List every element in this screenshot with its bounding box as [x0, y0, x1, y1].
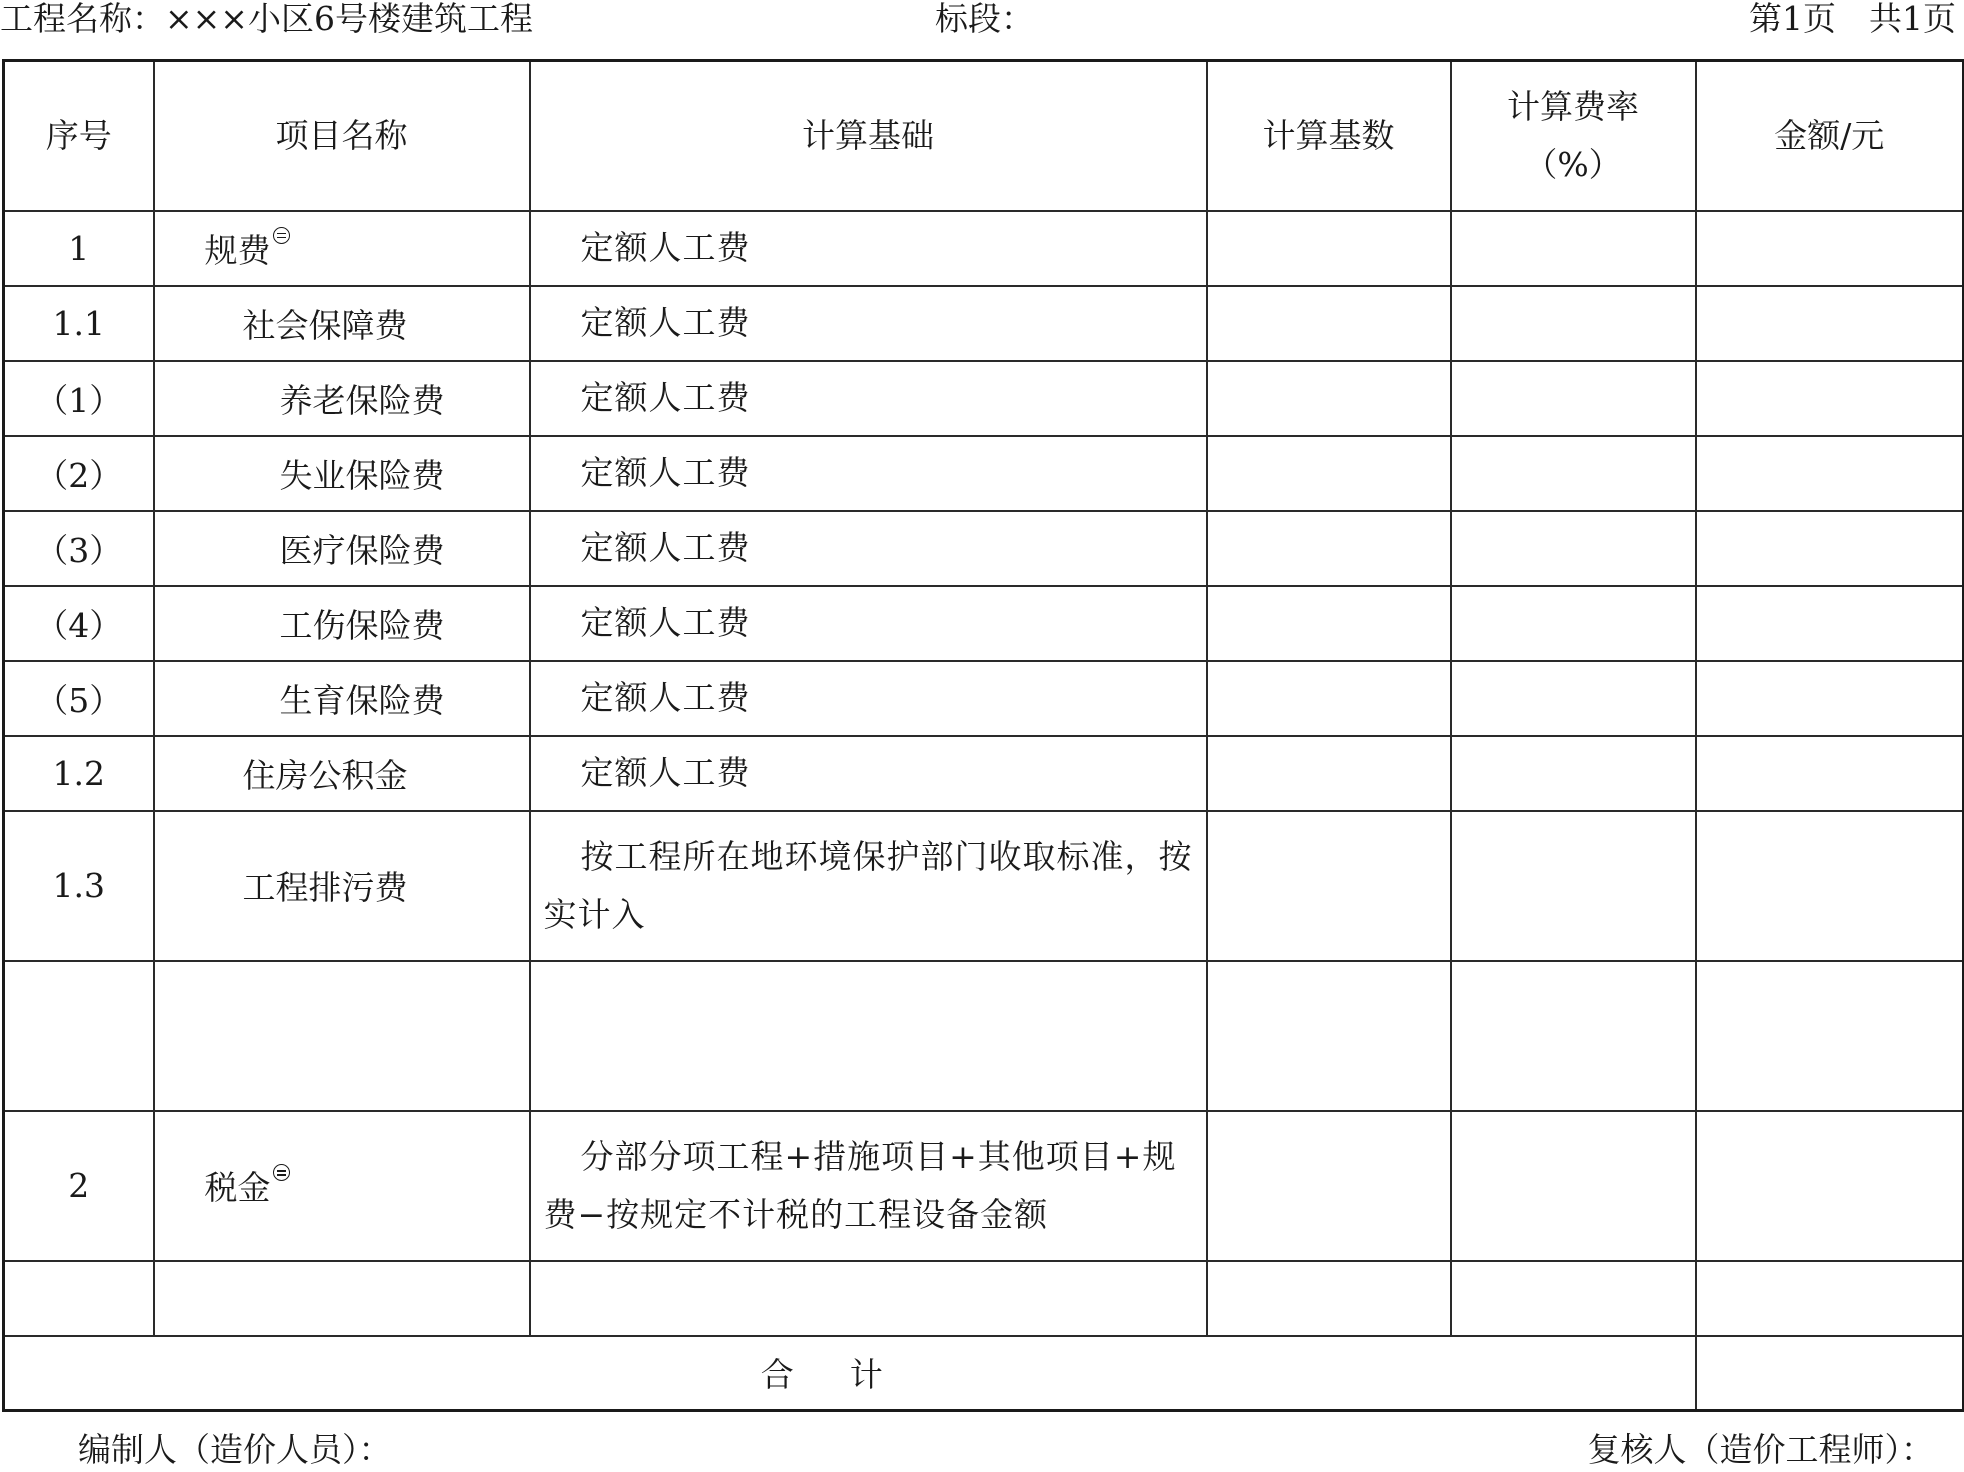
total-label: 合计 — [4, 1336, 1696, 1411]
row-rate — [1451, 286, 1696, 361]
row-seq: 1.1 — [4, 286, 154, 361]
row-seq: 2 — [4, 1111, 154, 1261]
row-base-amount — [1207, 361, 1451, 436]
row-name: 工伤保险费 — [154, 586, 530, 661]
table-row — [4, 511, 1964, 586]
project-name: 工程名称：×××小区6号楼建筑工程 — [0, 0, 533, 38]
row-seq: 1.3 — [4, 811, 154, 961]
col-header-rate — [1451, 61, 1696, 211]
col-header-rate-label: 计算费率 — [1507, 86, 1639, 126]
row-name: 失业保险费 — [154, 436, 530, 511]
row-base-text: 定额人工费 — [580, 678, 751, 717]
table-row — [4, 211, 1964, 286]
row-base — [530, 511, 1207, 586]
row-base-amount — [1207, 211, 1451, 286]
row-amount — [1696, 1261, 1964, 1336]
row-base-amount — [1207, 811, 1451, 961]
circled-footnote-icon — [273, 227, 290, 244]
row-name: 养老保险费 — [154, 361, 530, 436]
row-amount — [1696, 811, 1964, 961]
row-base-text: 定额人工费 — [580, 378, 751, 417]
row-amount — [1696, 511, 1964, 586]
row-amount — [1696, 661, 1964, 736]
row-name — [154, 1111, 530, 1261]
row-base-amount — [1207, 586, 1451, 661]
row-name — [154, 1261, 530, 1336]
table-row — [4, 286, 1964, 361]
table-row — [4, 811, 1964, 961]
row-base-amount — [1207, 1111, 1451, 1261]
row-rate — [1451, 736, 1696, 811]
row-name-text: 规费 — [204, 230, 271, 270]
row-seq: 1 — [4, 211, 154, 286]
col-header-amount: 金额/元 — [1696, 61, 1964, 211]
row-seq: 1.2 — [4, 736, 154, 811]
col-header-base: 计算基础 — [530, 61, 1207, 211]
row-rate — [1451, 361, 1696, 436]
table-row — [4, 586, 1964, 661]
table-header-row — [4, 61, 1964, 211]
row-base-text: 定额人工费 — [580, 753, 751, 792]
row-name: 医疗保险费 — [154, 511, 530, 586]
row-base — [530, 736, 1207, 811]
row-rate — [1451, 1261, 1696, 1336]
row-seq: （5） — [4, 661, 154, 736]
row-base — [530, 1261, 1207, 1336]
row-base-amount — [1207, 736, 1451, 811]
row-rate — [1451, 1111, 1696, 1261]
page-info: 第1页 共1页 — [1749, 0, 1956, 38]
row-rate — [1451, 811, 1696, 961]
row-rate — [1451, 211, 1696, 286]
row-base — [530, 361, 1207, 436]
row-amount — [1696, 211, 1964, 286]
row-seq: （2） — [4, 436, 154, 511]
row-amount — [1696, 736, 1964, 811]
reviewer-label: 复核人（造价工程师）： — [1587, 1430, 1934, 1469]
row-base-text: 按工程所在地环境保护部门收取标准，按实计入 — [543, 836, 1193, 934]
row-rate — [1451, 961, 1696, 1111]
row-base — [530, 286, 1207, 361]
row-base — [530, 961, 1207, 1111]
table-row — [4, 1111, 1964, 1261]
row-base — [530, 811, 1207, 961]
row-base-amount — [1207, 286, 1451, 361]
row-base-text: 定额人工费 — [580, 453, 751, 492]
row-rate — [1451, 436, 1696, 511]
fee-table — [2, 59, 1964, 1412]
row-base — [530, 586, 1207, 661]
row-name: 住房公积金 — [154, 736, 530, 811]
row-amount — [1696, 286, 1964, 361]
row-base-amount — [1207, 961, 1451, 1111]
col-header-seq: 序号 — [4, 61, 154, 211]
row-amount — [1696, 1111, 1964, 1261]
row-base — [530, 661, 1207, 736]
row-seq — [4, 1261, 154, 1336]
section-label: 标段： — [935, 0, 1034, 38]
row-name — [154, 961, 530, 1111]
row-base-text: 定额人工费 — [580, 228, 751, 267]
col-header-name: 项目名称 — [154, 61, 530, 211]
table-row — [4, 961, 1964, 1111]
row-rate — [1451, 586, 1696, 661]
row-name: 社会保障费 — [154, 286, 530, 361]
row-base-amount — [1207, 661, 1451, 736]
row-amount — [1696, 961, 1964, 1111]
row-rate — [1451, 661, 1696, 736]
row-base-amount — [1207, 511, 1451, 586]
row-amount — [1696, 361, 1964, 436]
row-amount — [1696, 436, 1964, 511]
row-seq: （4） — [4, 586, 154, 661]
col-header-base-amount: 计算基数 — [1207, 61, 1451, 211]
row-seq: （1） — [4, 361, 154, 436]
table-row — [4, 736, 1964, 811]
table-row — [4, 361, 1964, 436]
circled-footnote-icon — [273, 1164, 290, 1181]
total-amount — [1696, 1336, 1964, 1411]
row-base — [530, 211, 1207, 286]
row-seq — [4, 961, 154, 1111]
row-name: 工程排污费 — [154, 811, 530, 961]
row-base-amount — [1207, 1261, 1451, 1336]
row-base — [530, 436, 1207, 511]
compiler-label: 编制人（造价人员）： — [78, 1430, 392, 1469]
table-row — [4, 436, 1964, 511]
row-base-text: 定额人工费 — [580, 603, 751, 642]
row-name-text: 税金 — [204, 1168, 271, 1207]
table-row — [4, 661, 1964, 736]
row-name: 生育保险费 — [154, 661, 530, 736]
row-base-amount — [1207, 436, 1451, 511]
row-rate — [1451, 511, 1696, 586]
row-base-text: 定额人工费 — [580, 528, 751, 567]
row-base — [530, 1111, 1207, 1261]
row-base-text: 定额人工费 — [580, 303, 751, 342]
row-amount — [1696, 586, 1964, 661]
table-row — [4, 1261, 1964, 1336]
col-header-rate-unit: （%） — [1524, 144, 1622, 184]
row-base-text: 分部分项工程+措施项目+其他项目+规费−按规定不计税的工程设备金额 — [543, 1136, 1177, 1234]
total-row — [4, 1336, 1964, 1411]
row-seq: （3） — [4, 511, 154, 586]
row-name — [154, 211, 530, 286]
